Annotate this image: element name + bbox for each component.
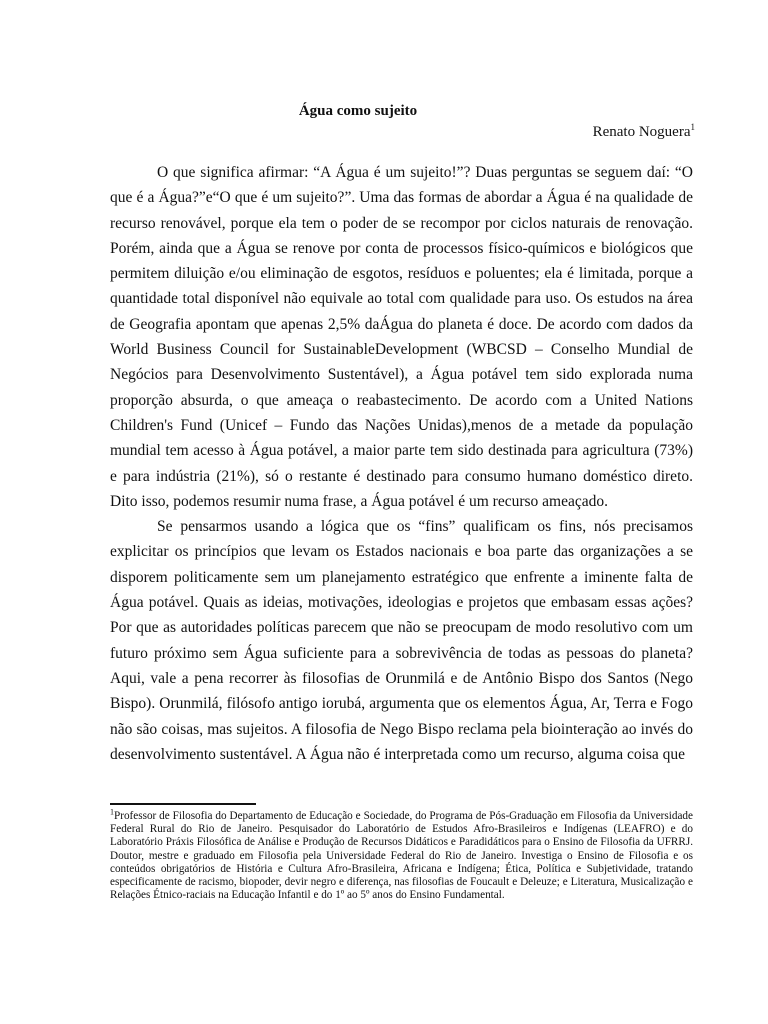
footnote-text: Professor de Filosofia do Departamento de Educação e Sociedade, do Programa de Pós-Graduação em Filosofia da Universidade Federal Rural do Rio de Janeiro. Pesquisador do Laboratório de Estudos Afro-Brasileiros e Indígenas (LEAFRO) e do Laboratório Práxis Filosófica de Análise e Produção de Recursos Didáticos e Paradidáticos para o Ensino de Filosofia da UFRRJ. Doutor, mestre e graduado em Filosofia pela Universidade Federal do Rio de Janeiro. Investiga o Ensino de Filosofia e os conteúdos obrigatórios de História e Cultura Afro-Brasileira, Africana e Indígena; Ética, Política e Subjetividade, tratando especificamente de racismo, biopoder, devir negro e diferença, nas filosofias de Foucault e Deleuze; e Literatura, Musicalização e Relações Étnico-raciais na Educação Infantil e do 1º ao 5º anos do Ensino Fundamental. xyxy=(110,810,693,902)
author-footnote-marker[interactable]: 1 xyxy=(690,122,695,132)
author-name: Renato Noguera xyxy=(592,124,691,140)
paragraph-2: Se pensarmos usando a lógica que os “fins” qualificam os fins, nós precisamos explicitar os princípios que levam os Estados nacionais e boa parte das organizações a se disporem politicamente sem um planejamento estratégico que enfrente a iminente falta de Água potável. Quais as ideias, motivações, ideologias e projetos que embasam essas ações? Por que as autoridades políticas parecem que não se preocupam de modo resolutivo com um futuro próximo sem Água suficiente para a sobrevivência de todas as pessoas do planeta? Aqui, vale a pena recorrer às filosofias de Orunmilá e de Antônio Bispo dos Santos (Nego Bispo). Orunmilá, filósofo antigo iorubá, argumenta que os elementos Água, Ar, Terra e Fogo não são coisas, mas sujeitos. A filosofia de Nego Bispo reclama pela biointeração ao invés do desenvolvimento sustentável. A Água não é interpretada como um recurso, alguma coisa que xyxy=(110,518,693,763)
author-line xyxy=(593,124,695,141)
body-text xyxy=(110,160,693,767)
footnote xyxy=(110,807,693,902)
footnote-divider xyxy=(110,803,256,805)
paragraph-1: O que significa afirmar: “A Água é um sujeito!”? Duas perguntas se seguem daí: “O que é a Água?”e“O que é um sujeito?”. Uma das formas de abordar a Água é na qualidade de recurso renovável, porque ela tem o poder de se recompor por ciclos naturais de renovação. Porém, ainda que a Água se renove por conta de processos físico-químicos e biológicos que permitem diluição e/ou eliminação de esgotos, resíduos e poluentes; ela é limitada, porque a quantidade total disponível não equivale ao total com qualidade para uso. Os estudos na área de Geografia apontam que apenas 2,5% daÁgua do planeta é doce. De acordo com dados da World Business Council for SustainableDevelopment (WBCSD – Conselho Mundial de Negócios para Desenvolvimento Sustentável), a Água potável tem sido explorada numa proporção absurda, o que ameaça o reabastecimento. De acordo com a United Nations Children's Fund (Unicef – Fundo das Nações Unidas),menos de a metade da população mundial tem acesso à Água potável, a maior parte tem sido destinada para agricultura (73%) e para indústria (21%), só o restante é destinado para consumo humano doméstico direto. Dito isso, podemos resumir numa frase, a Água potável é um recurso ameaçado. xyxy=(110,164,693,510)
document-title: Água como sujeito xyxy=(298,103,418,119)
footnote-marker: 1 xyxy=(110,807,114,817)
